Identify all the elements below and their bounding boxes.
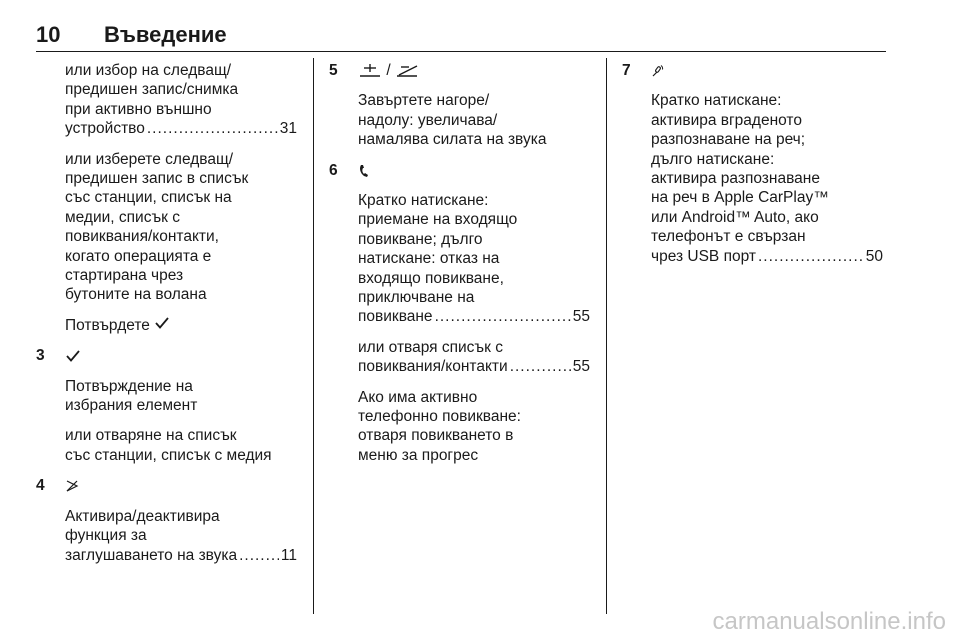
- paragraph-next-previous-track: или избор на следващ/ предишен запис/снимка при активно външно устройство ..... 31: [65, 61, 297, 139]
- paragraph-confirm: Потвърдете: [65, 316, 297, 335]
- column-1: [36, 61, 297, 576]
- item-6: [329, 161, 590, 466]
- item-3-alt-description: или отваряне на списък със станции, списък с медия: [65, 427, 272, 464]
- volume-up-icon: [358, 63, 382, 79]
- page-ref: 11: [280, 546, 297, 564]
- column-divider-2: [606, 58, 607, 614]
- column-3: [622, 61, 883, 277]
- item-7: [622, 61, 883, 266]
- item-3-description: Потвърждение на избрания елемент: [65, 377, 198, 415]
- item-3: [36, 346, 297, 465]
- voice-recognition-icon: [651, 64, 665, 78]
- checkmark-icon: [154, 316, 170, 330]
- watermark[interactable]: carmanualsonline.info: [712, 608, 946, 635]
- symbol-separator: /: [386, 62, 391, 79]
- page-header: [36, 22, 886, 52]
- mute-icon: [65, 479, 79, 493]
- page-ref: 55: [572, 308, 590, 326]
- header-rule: [36, 51, 886, 52]
- leader-dots: [758, 247, 864, 266]
- leader-dots: [239, 546, 279, 565]
- leader-dots: [147, 119, 278, 138]
- item-5: [329, 61, 590, 150]
- page-number: 10: [36, 22, 61, 47]
- page-ref: 31: [279, 120, 297, 138]
- item-number: 4: [36, 477, 45, 495]
- item-number: 3: [36, 347, 45, 365]
- checkmark-icon: [65, 349, 81, 363]
- page-ref: 50: [865, 247, 883, 265]
- item-7-description: Кратко натискане: активира вграденото разпознаване на реч; дълго натискане: активира разпознаване на реч в Apple CarPlay™ или Android™ Auto, ако телефонът е свързан чрез USB порт ..... 50: [651, 91, 883, 266]
- item-4: [36, 476, 297, 565]
- leader-dots: [510, 357, 571, 376]
- volume-down-icon: [395, 63, 419, 79]
- toc-entry: заглушаването на звука ..... 11: [65, 546, 297, 565]
- item-6-alt-description: или отваря списък с повиквания/контакти ..... 55: [358, 338, 590, 377]
- leader-dots: [435, 307, 571, 326]
- page-title: Въведение: [104, 22, 227, 47]
- toc-entry: устройство ..... 31: [65, 119, 297, 138]
- item-6-description: Кратко натискане: приемане на входящо повикване; дълго натискане: отказ на входящо повикване, приключване на повикване ..... 55: [358, 191, 590, 327]
- column-divider-1: [313, 58, 314, 614]
- column-2: [329, 61, 590, 476]
- item-number: 5: [329, 62, 338, 79]
- item-4-description: Активира/деактивира функция за заглушаването на звука ..... 11: [65, 507, 297, 565]
- toc-entry: повиквания/контакти ..... 55: [358, 357, 590, 376]
- item-5-description: Завъртете нагоре/ надолу: увеличава/ намалява силата на звука: [358, 92, 547, 149]
- toc-entry: чрез USB порт ..... 50: [651, 247, 883, 266]
- paragraph-list-selection: или изберете следващ/ предишен запис в списък със станции, списък на медии, списък с повиквания/контакти, когато операцията е стартирана чрез бутоните на волана: [65, 150, 249, 304]
- page-ref: 55: [572, 358, 590, 376]
- phone-icon: [358, 164, 370, 178]
- item-number: 7: [622, 62, 631, 79]
- toc-entry: повикване ..... 55: [358, 307, 590, 326]
- item-6-active-call: Ако има активно телефонно повикване: отваря повикването в меню за прогрес: [358, 388, 521, 464]
- item-number: 6: [329, 161, 338, 179]
